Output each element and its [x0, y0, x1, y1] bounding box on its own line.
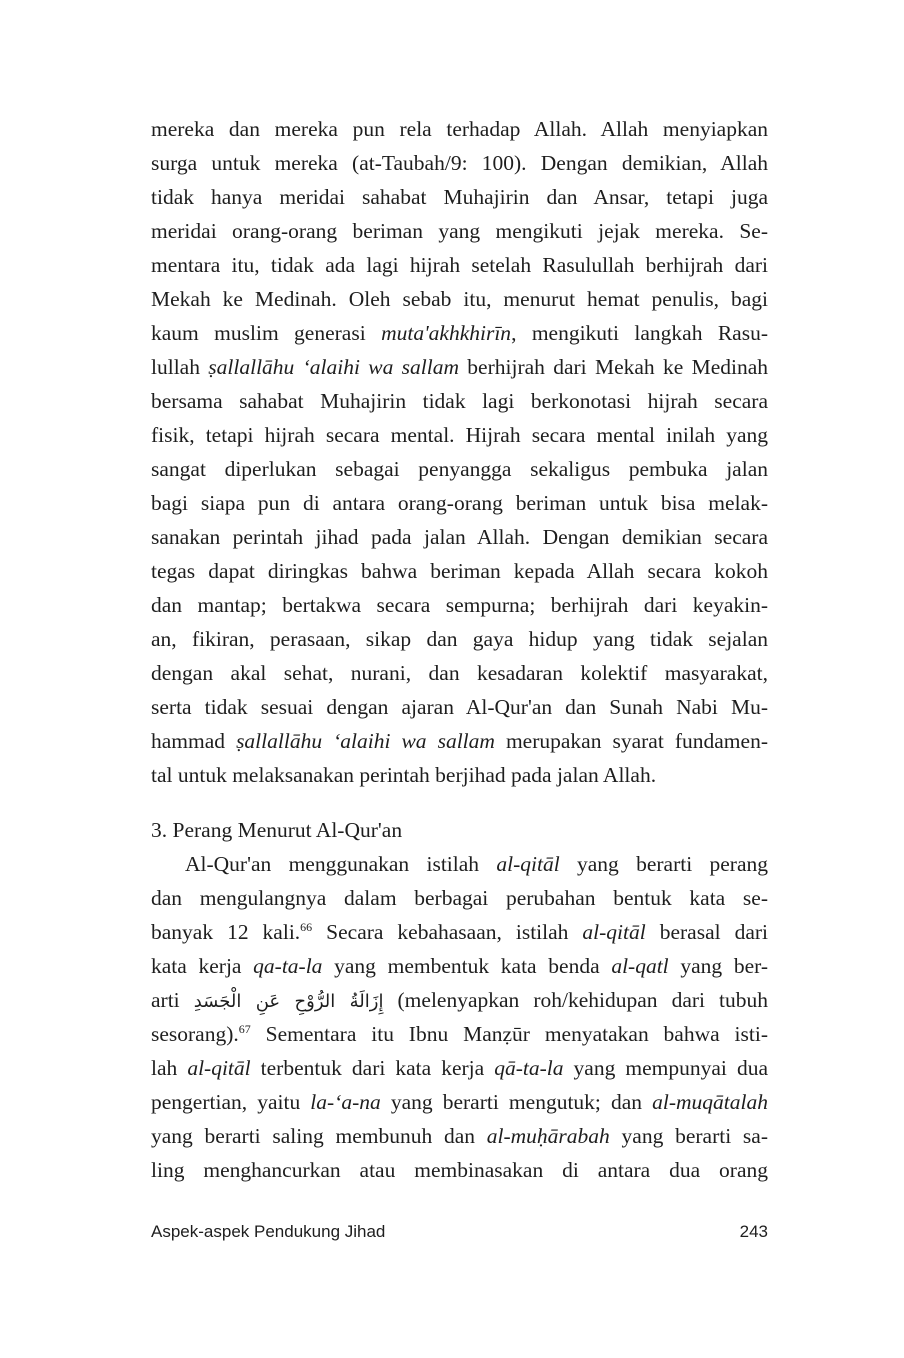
text-line: bagi siapa pun di antara orang-orang beriman untuk bisa melak- [151, 491, 768, 515]
text-line [151, 316, 768, 350]
text-line [151, 1119, 768, 1153]
italic-term: la-‘a-na [310, 1090, 381, 1114]
footnote-ref: 67 [238, 1021, 251, 1036]
text-line [151, 949, 768, 983]
text-line [151, 1051, 768, 1085]
text-run: merupakan syarat fundamen- [494, 729, 768, 753]
text-line: Mekah ke Medinah. Oleh sebab itu, menurut hemat penulis, bagi [151, 287, 768, 311]
italic-term: al-qitāl [496, 852, 560, 876]
italic-term: al-qitāl [187, 1056, 251, 1080]
text-run: arti [151, 988, 194, 1012]
text-line: dan mantap; bertakwa secara sempurna; berhijrah dari keyakin- [151, 593, 768, 617]
text-run: sesorang). [151, 1022, 239, 1046]
text-run: yang mempunyai dua [563, 1056, 768, 1080]
italic-term: al-muqātalah [652, 1090, 768, 1114]
text-run: Secara kebahasaan, istilah [312, 920, 583, 944]
text-run: yang berarti mengutuk; dan [380, 1090, 653, 1114]
section-paragraph [151, 847, 768, 1187]
italic-term: ṣallallāhu ‘alaihi wa sallam [208, 355, 459, 379]
text-line: an, fikiran, perasaan, sikap dan gaya hidup yang tidak sejalan [151, 627, 768, 651]
text-line: tegas dapat diringkas bahwa beriman kepada Allah secara kokoh [151, 559, 768, 583]
text-run: pengertian, yaitu [151, 1090, 311, 1114]
italic-term: qā-ta-la [494, 1056, 564, 1080]
text-line: surga untuk mereka (at-Taubah/9: 100). Dengan demikian, Allah [151, 151, 768, 175]
text-run: lah [151, 1056, 188, 1080]
text-run: yang berarti saling membunuh dan [151, 1124, 487, 1148]
text-line [151, 724, 768, 758]
text-run: kata kerja [151, 954, 254, 978]
text-line: mereka dan mereka pun rela terhadap Allah. Allah menyiapkan [151, 117, 768, 141]
italic-term: al-qatl [611, 954, 669, 978]
text-line [151, 1017, 768, 1051]
footnote-ref: 66 [300, 919, 313, 934]
text-run: lullah [151, 355, 209, 379]
text-line: fisik, tetapi hijrah secara mental. Hijrah secara mental inilah yang [151, 423, 768, 447]
text-line [151, 350, 768, 384]
text-line: tidak hanya meridai sahabat Muhajirin dan Ansar, tetapi juga [151, 185, 768, 209]
text-run: terbentuk dari kata kerja [250, 1056, 495, 1080]
text-run: yang membentuk kata benda [322, 954, 612, 978]
text-run: kaum muslim generasi [151, 321, 382, 345]
text-line: tal untuk melaksanakan perintah berjihad pada jalan Allah. [151, 763, 657, 787]
text-line [151, 847, 768, 881]
italic-term: al-muḥārabah [486, 1124, 610, 1148]
text-run: (melenyapkan roh/kehidupan dari tubuh [383, 988, 769, 1012]
text-run: yang berarti sa- [609, 1124, 768, 1148]
text-line: sanakan perintah jihad pada jalan Allah. Dengan demikian secara [151, 525, 768, 549]
text-line: serta tidak sesuai dengan ajaran Al-Qur'an dan Sunah Nabi Mu- [151, 695, 768, 719]
arabic-phrase: إِزَالَةُ الرُّوْحِ عَنِ الْجَسَدِ [193, 991, 384, 1012]
text-line: bersama sahabat Muhajirin tidak lagi berkonotasi hijrah secara [151, 389, 768, 413]
text-line [151, 915, 768, 949]
text-run: yang berarti perang [559, 852, 768, 876]
text-run: berasal dari [645, 920, 768, 944]
text-line [151, 1085, 768, 1119]
section-heading: 3. Perang Menurut Al-Qur'an [151, 818, 403, 842]
text-run: , mengikuti langkah Rasu- [511, 321, 768, 345]
text-run: berhijrah dari Mekah ke Medinah [459, 355, 769, 379]
text-line [151, 983, 768, 1017]
text-run: Al-Qur'an menggunakan istilah [185, 852, 497, 876]
running-title: Aspek-aspek Pendukung Jihad [151, 1222, 386, 1241]
body-text-block [151, 112, 768, 792]
text-run: hammad [151, 729, 237, 753]
text-run: Sementara itu Ibnu Manẓūr menyatakan bahwa isti- [250, 1022, 768, 1046]
italic-term: al-qitāl [582, 920, 646, 944]
italic-term: ṣallallāhu ‘alaihi wa sallam [236, 729, 495, 753]
page-number: 243 [739, 1222, 768, 1241]
text-line: dengan akal sehat, nurani, dan kesadaran kolektif masyarakat, [151, 661, 768, 685]
text-run: yang ber- [668, 954, 768, 978]
text-line: dan mengulangnya dalam berbagai perubahan bentuk kata se- [151, 886, 768, 910]
text-line: ling menghancurkan atau membinasakan di antara dua orang [151, 1158, 768, 1182]
text-line: meridai orang-orang beriman yang mengikuti jejak mereka. Se- [151, 219, 768, 243]
section-block [151, 813, 768, 1187]
text-run: banyak 12 kali. [151, 920, 301, 944]
text-line: mentara itu, tidak ada lagi hijrah setelah Rasulullah berhijrah dari [151, 253, 768, 277]
italic-term: muta'akhkhirīn [381, 321, 512, 345]
text-line: sangat diperlukan sebagai penyangga sekaligus pembuka jalan [151, 457, 768, 481]
italic-term: qa-ta-la [253, 954, 323, 978]
